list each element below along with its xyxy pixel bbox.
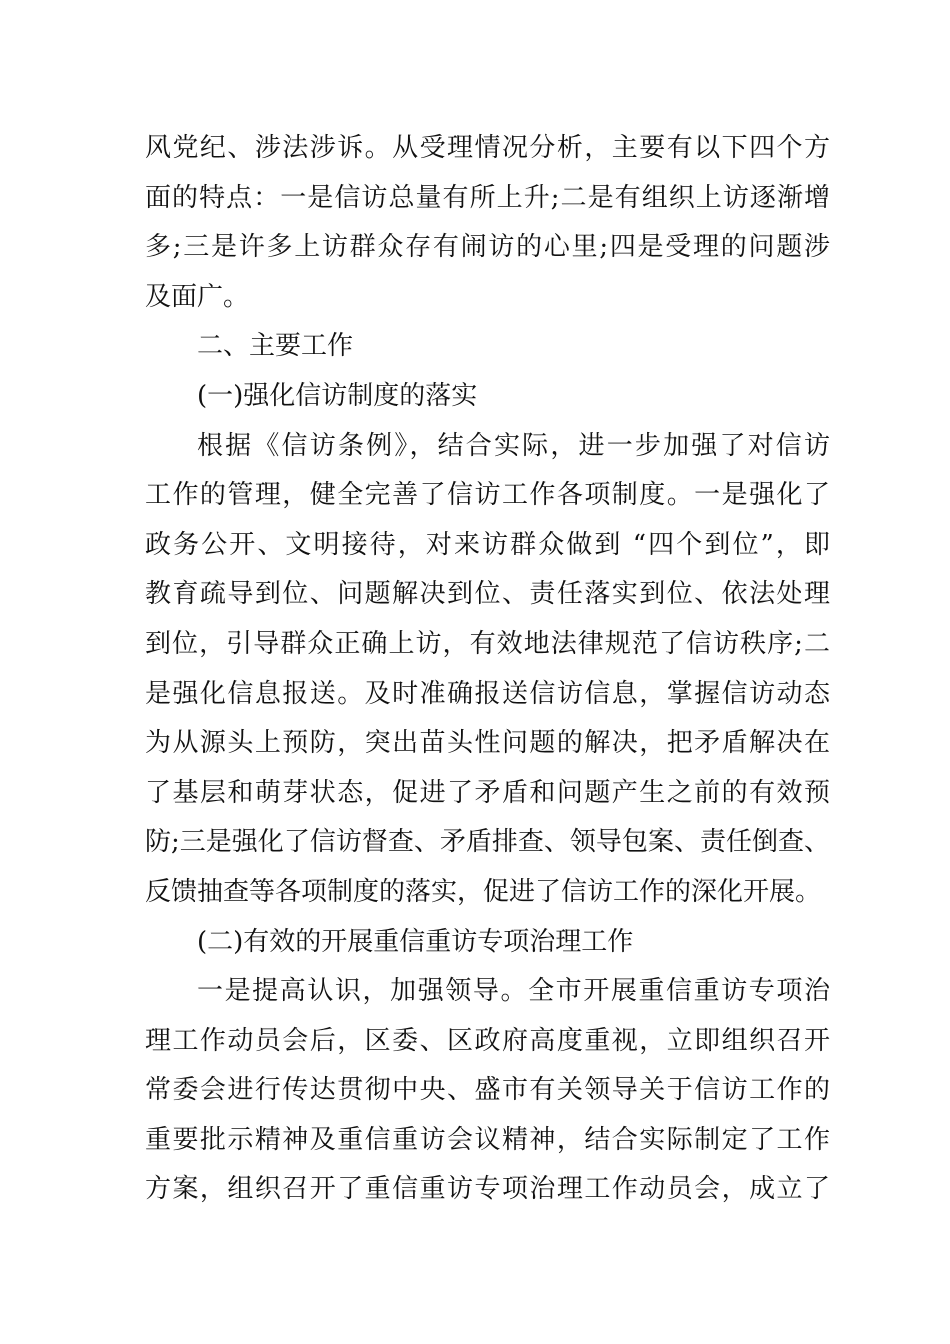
body-text-line: 是强化信息报送。及时准确报送信访信息，掌握信访动态 xyxy=(145,678,830,709)
subsection-heading: (二)有效的开展重信重访专项治理工作 xyxy=(197,926,634,957)
section-heading: 二、主要工作 xyxy=(197,331,354,362)
body-text-line: 理工作动员会后，区委、区政府高度重视，立即组织召开 xyxy=(145,1025,830,1056)
body-text-line: 工作的管理，健全完善了信访工作各项制度。一是强化了 xyxy=(145,480,830,511)
body-text-line: 风党纪、涉法涉诉。从受理情况分析，主要有以下四个方 xyxy=(145,133,830,163)
body-text-line: 防;三是强化了信访督查、矛盾排查、领导包案、责任倒查、 xyxy=(145,827,830,858)
subsection-heading: (一)强化信访制度的落实 xyxy=(197,380,478,411)
body-text-line: 根据《信访条例》，结合实际，进一步加强了对信访 xyxy=(197,430,830,461)
body-text-line: 反馈抽查等各项制度的落实，促进了信访工作的深化开展。 xyxy=(145,876,822,907)
body-text-line: 常委会进行传达贯彻中央、盛市有关领导关于信访工作的 xyxy=(145,1075,830,1106)
body-text-line: 重要批示精神及重信重访会议精神，结合实际制定了工作 xyxy=(145,1124,830,1155)
body-text-line: 多;三是许多上访群众存有闹访的心里;四是受理的问题涉 xyxy=(145,232,830,263)
body-text-line: 一是提高认识，加强领导。全市开展重信重访专项治 xyxy=(197,976,830,1007)
body-text-line: 方案，组织召开了重信重访专项治理工作动员会，成立了 xyxy=(145,1174,830,1205)
body-text-line: 及面广。 xyxy=(145,281,250,312)
body-text-line: 为从源头上预防，突出苗头性问题的解决，把矛盾解决在 xyxy=(145,728,830,759)
body-text-line: 面的特点：一是信访总量有所上升;二是有组织上访逐渐增 xyxy=(145,182,830,213)
body-text-line: 到位，引导群众正确上访，有效地法律规范了信访秩序;二 xyxy=(145,628,830,659)
document-body xyxy=(145,124,830,1215)
body-text-line: 教育疏导到位、问题解决到位、责任落实到位、依法处理 xyxy=(145,579,830,610)
body-text-line: 了基层和萌芽状态，促进了矛盾和问题产生之前的有效预 xyxy=(145,777,830,808)
body-text-line: 政务公开、文明接待，对来访群众做到 “四个到位”，即 xyxy=(145,529,830,560)
